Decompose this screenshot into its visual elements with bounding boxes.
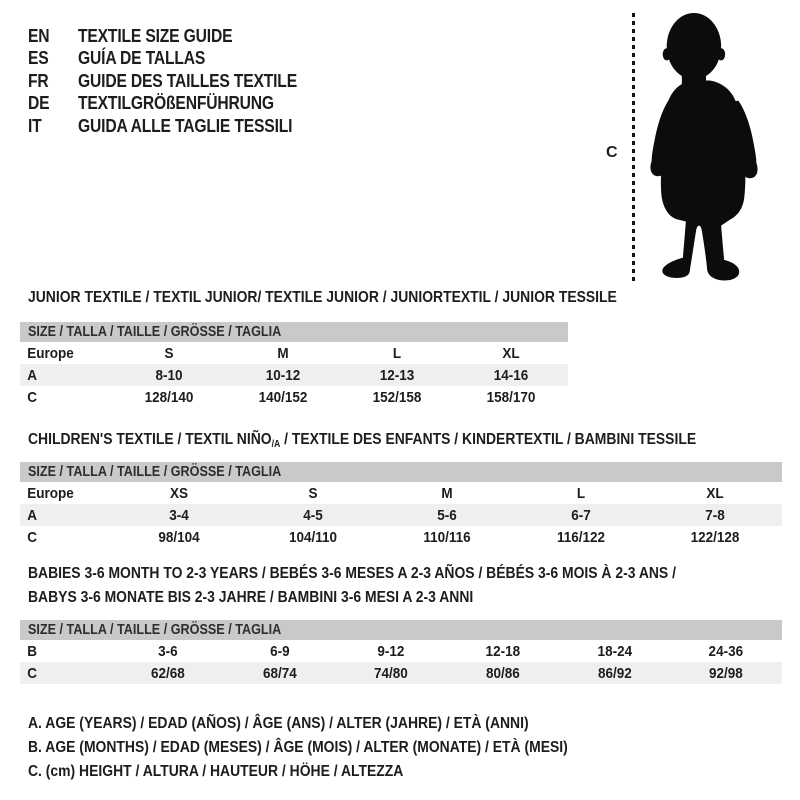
table-cell: 152/158 (372, 388, 422, 406)
table-cell: 24-36 (708, 642, 744, 660)
language-item (28, 115, 330, 138)
table-cell: 86/92 (597, 664, 632, 682)
table-cell: M (277, 344, 289, 362)
table-cell: S (308, 484, 318, 502)
table-cell: 4-5 (303, 506, 323, 524)
table-cell: 158/170 (486, 388, 536, 406)
table-cell: 74/80 (374, 664, 409, 682)
table-cell: 122/128 (690, 528, 740, 546)
language-code: EN (28, 25, 50, 46)
table-cell: 80/86 (485, 664, 520, 682)
row-label: A (27, 366, 37, 384)
language-item (28, 25, 330, 48)
language-title: GUIDA ALLE TAGLIE TESSILI (78, 115, 293, 136)
table-cell: 5-6 (437, 506, 457, 524)
language-title: TEXTILGRÖßENFÜHRUNG (78, 93, 274, 114)
table-cell: 12-18 (485, 642, 521, 660)
footnote-a (28, 712, 648, 736)
footnote-b-text: B. AGE (MONTHS) / EDAD (MESES) / ÂGE (MOIS) / ALTER (MONATE) / ETÀ (MESI) (28, 739, 568, 756)
children-title-pre: CHILDREN'S TEXTILE / TEXTIL NIÑO (28, 431, 272, 448)
table-cell: 92/98 (709, 664, 744, 682)
footnote-a-text: A. AGE (YEARS) / EDAD (AÑOS) / ÂGE (ANS) / ALTER (JAHRE) / ETÀ (ANNI) (28, 715, 529, 732)
junior-section-title-text: JUNIOR TEXTILE / TEXTIL JUNIOR/ TEXTILE JUNIOR / JUNIORTEXTIL / JUNIOR TESSILE (28, 289, 617, 306)
footnote-c (28, 760, 648, 784)
table-row (20, 482, 782, 504)
table-cell: 6-7 (571, 506, 591, 524)
language-code: DE (28, 93, 50, 114)
language-list (28, 25, 330, 138)
language-title: GUIDE DES TAILLES TEXTILE (78, 70, 297, 91)
junior-size-table (20, 322, 568, 408)
table-cell: XL (706, 484, 724, 502)
children-table-body (20, 482, 782, 548)
table-cell: L (392, 344, 402, 362)
table-cell: 8-10 (155, 366, 183, 384)
table-row (20, 662, 782, 684)
row-label: Europe (27, 344, 74, 362)
size-header-text: SIZE / TALLA / TAILLE / GRÖSSE / TAGLIA (28, 464, 282, 480)
language-item (28, 70, 330, 93)
height-measure-dashed-line (632, 13, 635, 282)
table-cell: XS (169, 484, 188, 502)
table-cell: M (441, 484, 453, 502)
table-row (20, 640, 782, 662)
children-section-title (28, 431, 796, 454)
language-title: GUÍA DE TALLAS (78, 48, 206, 69)
children-title-subscript: /A (271, 439, 281, 450)
table-row (20, 386, 568, 408)
table-cell: 3-4 (169, 506, 189, 524)
language-title: TEXTILE SIZE GUIDE (78, 25, 233, 46)
table-cell: 12-13 (379, 366, 415, 384)
table-cell: L (576, 484, 586, 502)
table-cell: 116/122 (556, 528, 606, 546)
table-cell: 3-6 (158, 642, 178, 660)
row-label: C (27, 388, 37, 406)
table-cell: 104/110 (288, 528, 338, 546)
table-cell: 10-12 (265, 366, 301, 384)
table-row (20, 364, 568, 386)
junior-section-title (28, 289, 705, 307)
babies-title-line1: BABIES 3-6 MONTH TO 2-3 YEARS / BEBÉS 3-6 MESES A 2-3 AÑOS / BÉBÉS 3-6 MOIS À 2-3 ANS / (28, 565, 676, 582)
table-cell: 18-24 (597, 642, 632, 660)
child-figure (605, 8, 800, 290)
table-row (20, 342, 568, 364)
height-measure-label: C (606, 144, 618, 161)
table-cell: 6-9 (269, 642, 290, 660)
children-section-title-text (28, 431, 696, 454)
toddler-silhouette-icon (643, 10, 765, 284)
language-item (28, 48, 330, 71)
size-header-text: SIZE / TALLA / TAILLE / GRÖSSE / TAGLIA (28, 622, 282, 638)
language-code: FR (28, 70, 49, 91)
table-row (20, 504, 782, 526)
table-cell: 9-12 (377, 642, 405, 660)
footnote-b (28, 736, 648, 760)
table-cell: 62/68 (150, 664, 185, 682)
language-code: IT (28, 115, 42, 136)
children-size-table (20, 462, 782, 548)
language-code: ES (28, 48, 49, 69)
babies-title-line2: BABYS 3-6 MONATE BIS 2-3 JAHRE / BAMBINI 3-6 MESI A 2-3 ANNI (28, 589, 474, 606)
row-label: C (27, 528, 37, 546)
footnote-c-text: C. (cm) HEIGHT / ALTURA / HAUTEUR / HÖHE / ALTEZZA (28, 763, 404, 780)
table-cell: XL (502, 344, 520, 362)
row-label: C (27, 664, 37, 682)
table-cell: 98/104 (158, 528, 200, 546)
row-label: A (27, 506, 37, 524)
table-cell: 7-8 (705, 506, 725, 524)
table-cell: S (164, 344, 174, 362)
babies-table-body (20, 640, 782, 684)
size-header-bar (20, 322, 568, 342)
babies-size-table (20, 620, 782, 684)
table-cell: 14-16 (493, 366, 529, 384)
junior-table-body (20, 342, 568, 408)
table-row (20, 526, 782, 548)
table-cell: 128/140 (144, 388, 194, 406)
language-item (28, 93, 330, 116)
size-header-bar (20, 620, 782, 640)
babies-section-title (28, 562, 773, 610)
table-cell: 140/152 (258, 388, 308, 406)
row-label: B (27, 642, 37, 660)
size-header-text: SIZE / TALLA / TAILLE / GRÖSSE / TAGLIA (28, 324, 282, 340)
table-cell: 110/116 (423, 528, 471, 546)
table-cell: 68/74 (262, 664, 297, 682)
size-header-bar (20, 462, 782, 482)
children-title-post: / TEXTILE DES ENFANTS / KINDERTEXTIL / BAMBINI TESSILE (280, 431, 697, 448)
row-label: Europe (27, 484, 74, 502)
footnotes (28, 712, 648, 784)
